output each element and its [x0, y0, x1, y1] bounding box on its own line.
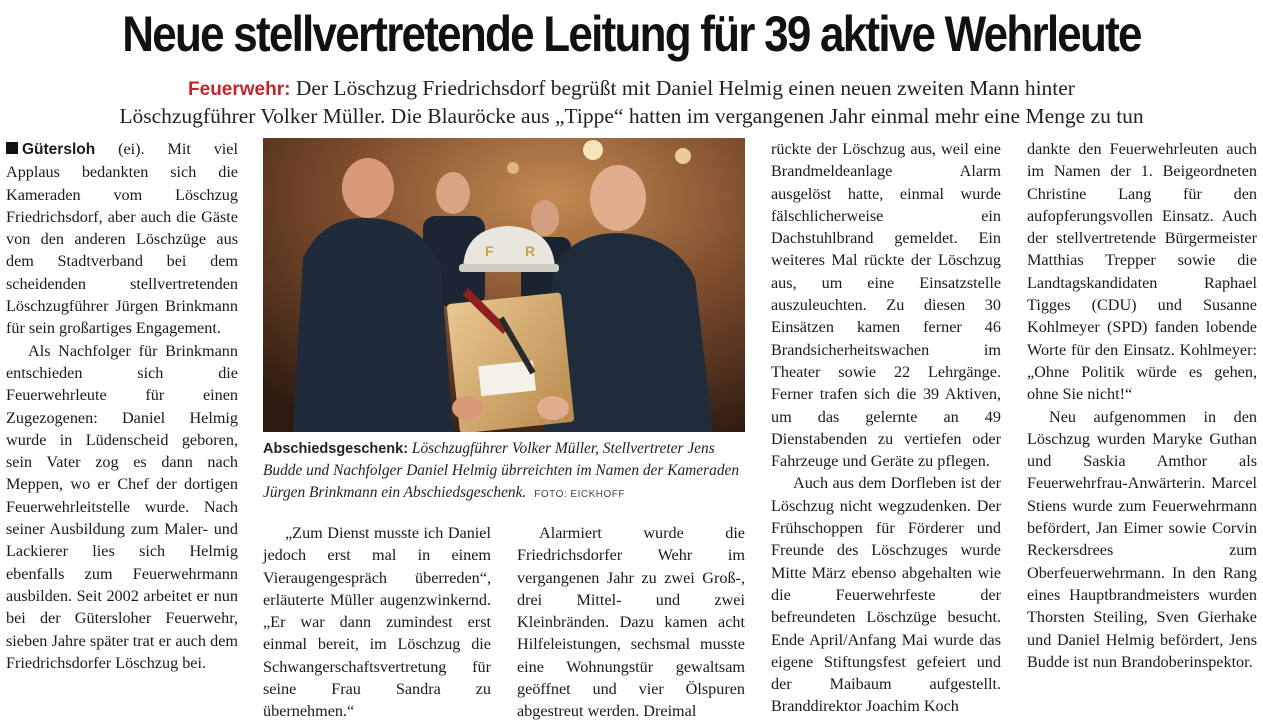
- headline: Neue stellvertretende Leitung für 39 aktive Wehrleute: [122, 6, 1141, 62]
- article-photo: [263, 138, 745, 432]
- paragraph-5: Auch aus dem Dorfleben ist der Löschzug nicht wegzudenken. Der Frühschoppen für Förderer und Freunde des Löschzuges wurde Mitte März ebenso abgehalten wie die Feuerwehrfeste der befreundeten Löschzüge besucht. Ende April/Anfang Mai wurde das eigene Stiftungsfest gefeiert und der Maibaum aufgestellt. Branddirektor Joachim Koch: [771, 474, 1001, 716]
- helmet-letter-r: R: [525, 243, 536, 259]
- dateline-square-icon: [6, 142, 18, 154]
- paragraph-3: „Zum Dienst musste ich Daniel jedoch erst mal in einem Vieraugengespräch überreden“, erläuterte Müller augenzwinkernd. „Er war dann zumindest erst einmal bereit, im Löschzug die Schwangerschaftsvertretung für seine Frau Sandra zu übernehmen.“: [263, 524, 491, 721]
- photo-caption: [263, 438, 745, 506]
- column-3: [517, 522, 745, 723]
- column-2: [263, 522, 491, 723]
- paragraph-4-continued: rückte der Löschzug aus, weil eine Brandmeldeanlage Alarm ausgelöst hatte, einmal wurde fälschlicherweise ein Dachstuhlbrand gemeldet. Ein weiteres Mal rückte der Löschzug aus, um eine Einsatzstelle auszuleuchten. Zu diesen 30 Einsätzen kamen ferner 46 Brandsicherheitswachen im Theater sowie 22 Lehrgänge. Ferner trafen sich die 39 Aktiven, um das gelernte an 49 Dienstabenden zu vertiefen oder Fahrzeuge und Geräte zu pflegen.: [771, 140, 1001, 471]
- helmet-letter-f: F: [485, 243, 494, 259]
- column-4: [771, 138, 1001, 718]
- dateline-city: Gütersloh: [22, 141, 96, 158]
- paragraph-4: Alarmiert wurde die Friedrichsdorfer Wehr im vergangenen Jahr zu zwei Groß-, drei Mittel- und zwei Kleinbränden. Dazu kamen acht Hilfeleistungen, sechsmal musste eine Wohnungstür gewaltsam geöffnet und vier Ölspuren abgestreut werden. Dreimal: [517, 524, 745, 721]
- subhead-text-1: Der Löschzug Friedrichsdorf begrüßt mit Daniel Helmig einen neuen zweiten Mann hinter: [295, 76, 1075, 100]
- subhead-line-2: Löschzugführer Volker Müller. Die Blauröcke aus „Tippe“ hatten im vergangenen Jahr einmal mehr eine Menge zu tun: [119, 104, 1144, 128]
- kicker: Feuerwehr:: [188, 79, 291, 100]
- subhead-line-1: [0, 74, 1263, 104]
- dateline-agency: (ei).: [95, 140, 168, 158]
- photo-credit: FOTO: EICKHOFF: [534, 489, 625, 500]
- paragraph-2: Als Nachfolger für Brinkmann entschieden sich die Feuerwehrleute für einen Zugezogenen: Daniel Helmig wurde in Lüdenscheid geboren, sein Vater zog es dann nach Meppen, wo er Chef der dortigen Feuerwehrleitstelle wurde. Nach seiner Ausbildung zum Maler- und Lackierer lies sich Helmig ebenfalls zum Feuerwehrmann ausbilden. Seit 2002 arbeitet er nun bei der Gütersloher Feuerwehr, sieben Jahre später trat er auch dem Friedrichsdorfer Löschzug bei.: [6, 341, 238, 672]
- paragraph-1-text: Mit viel Applaus bedankten sich die Kameraden vom Löschzug Friedrichsdorf, aber auch die Gäste von den anderen Löschzüge aus dem Stadtverband bei dem scheidenden stellvertretenden Löschzugführer Jürgen Brinkmann für sein großartiges Engagement.: [6, 140, 238, 338]
- column-1: [6, 138, 238, 674]
- photo-illustration: [263, 138, 745, 432]
- paragraph-6: Neu aufgenommen in den Löschzug wurden Maryke Guthan und Saskia Amthor als Feuerwehrfrau-Anwärterin. Marcel Stiens wurde zum Feuerwehrmann befördert, Jan Eimer sowie Corvin Reckersdrees zum Oberfeuerwehrmann. In den Rang eines Hauptbrandmeisters wurden Thorsten Steiling, Sven Gierhake und Daniel Helmig befördert, Jens Budde ist nun Brandoberinspektor.: [1027, 407, 1257, 671]
- paragraph-1: [6, 138, 238, 340]
- column-5: [1027, 138, 1257, 673]
- paragraph-5-continued: dankte den Feuerwehrleuten auch im Namen der 1. Beigeordneten Christine Lang für den aufopferungsvollen Einsatz. Auch der stellvertretende Bürgermeister Matthias Trepper sowie die Landtagskandidaten Raphael Tigges (CDU) und Susanne Kohlmeyer (SPD) fanden lobende Worte für den Einsatz. Kohlmeyer: „Ohne Politik würde es gehen, ohne Sie nicht!“: [1027, 140, 1257, 404]
- caption-label: Abschiedsgeschenk:: [263, 441, 409, 457]
- caption-text: Löschzugführer Volker Müller, Stellvertreter Jens Budde und Nachfolger Daniel Helmig übrreichten im Namen der Kameraden Jürgen Brinkmann ein Abschiedsgeschenk.: [263, 440, 740, 501]
